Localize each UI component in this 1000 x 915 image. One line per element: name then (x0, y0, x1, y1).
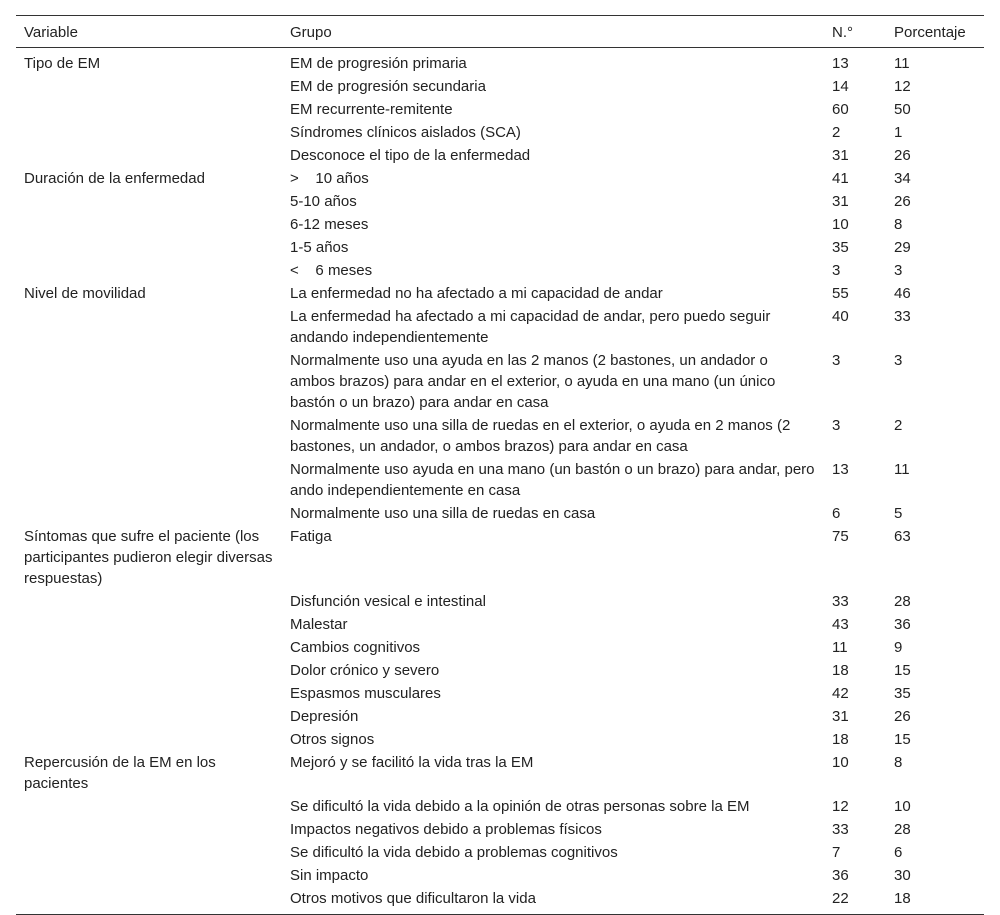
cell-n: 12 (832, 798, 849, 815)
cell-variable (16, 190, 282, 213)
cell-n: 3 (832, 352, 841, 369)
cell-porcentaje: 12 (894, 78, 911, 95)
cell-porcentaje: 33 (894, 308, 911, 325)
cell-variable (16, 728, 282, 751)
cell-porcentaje: 28 (894, 821, 911, 838)
cell-grupo: Cambios cognitivos (290, 639, 421, 656)
table-row (16, 167, 984, 190)
cell-porcentaje: 8 (894, 754, 903, 771)
cell-porcentaje: 63 (894, 528, 911, 545)
table-row (16, 213, 984, 236)
cell-grupo: Desconoce el tipo de la enfermedad (290, 147, 531, 164)
cell-variable (16, 636, 282, 659)
cell-variable (16, 213, 282, 236)
cell-variable (16, 75, 282, 98)
cell-grupo: Sin impacto (290, 867, 369, 884)
cell-n: 33 (832, 821, 849, 838)
cell-n: 60 (832, 101, 849, 118)
cell-grupo: 6-12 meses (290, 216, 369, 233)
cell-porcentaje: 8 (894, 216, 903, 233)
cell-grupo: Se dificultó la vida debido a problemas cognitivos (290, 844, 618, 861)
cell-grupo: Normalmente uso una silla de ruedas en el exterior, o ayuda en 2 manos (2 bastones, un andador, o ambos brazos) para andar en casa (290, 417, 791, 455)
cell-variable (16, 349, 282, 414)
cell-n: 7 (832, 844, 841, 861)
cell-grupo: 5-10 años (290, 193, 357, 210)
header-n: N.° (824, 16, 886, 48)
cell-variable: Duración de la enfermedad (24, 170, 205, 187)
table-row (16, 502, 984, 525)
cell-grupo: Fatiga (290, 528, 332, 545)
table-row (16, 414, 984, 458)
cell-variable (16, 864, 282, 887)
cell-n: 43 (832, 616, 849, 633)
cell-grupo: < 6 meses (290, 262, 373, 279)
cell-porcentaje: 36 (894, 616, 911, 633)
cell-porcentaje: 3 (894, 352, 903, 369)
cell-n: 55 (832, 285, 849, 302)
cell-variable (16, 705, 282, 728)
cell-grupo: Disfunción vesical e intestinal (290, 593, 486, 610)
header-porcentaje: Porcentaje (886, 16, 984, 48)
cell-variable (16, 414, 282, 458)
cell-n: 35 (832, 239, 849, 256)
table-row (16, 259, 984, 282)
cell-grupo: Otros motivos que dificultaron la vida (282, 887, 824, 915)
table-row (16, 590, 984, 613)
cell-n: 13 (832, 55, 849, 72)
header-grupo: Grupo (282, 16, 824, 48)
cell-porcentaje: 34 (894, 170, 911, 187)
cell-n: 31 (832, 708, 849, 725)
cell-porcentaje: 9 (894, 639, 903, 656)
cell-porcentaje: 10 (894, 798, 911, 815)
cell-variable (16, 682, 282, 705)
cell-variable: Repercusión de la EM en los pacientes (24, 754, 216, 792)
cell-n: 13 (832, 461, 849, 478)
cell-variable: Síntomas que sufre el paciente (los participantes pudieron elegir diversas respuestas) (24, 528, 273, 587)
cell-variable (16, 144, 282, 167)
cell-variable (16, 121, 282, 144)
table-row (16, 236, 984, 259)
cell-grupo: La enfermedad ha afectado a mi capacidad de andar, pero puedo seguir andando independientemente (290, 308, 771, 346)
table-row (16, 682, 984, 705)
cell-grupo: 1-5 años (290, 239, 349, 256)
cell-porcentaje: 18 (886, 887, 984, 915)
cell-porcentaje: 15 (894, 662, 911, 679)
cell-variable (16, 502, 282, 525)
cell-grupo: Mejoró y se facilitó la vida tras la EM (290, 754, 534, 771)
cell-grupo: Se dificultó la vida debido a la opinión de otras personas sobre la EM (290, 798, 750, 815)
cell-grupo: Dolor crónico y severo (290, 662, 440, 679)
cell-n: 3 (832, 262, 841, 279)
cell-variable (16, 590, 282, 613)
cell-porcentaje: 28 (894, 593, 911, 610)
cell-porcentaje: 30 (894, 867, 911, 884)
cell-variable: Nivel de movilidad (24, 285, 146, 302)
cell-n: 36 (832, 867, 849, 884)
cell-grupo: Otros signos (290, 731, 375, 748)
cell-variable (16, 259, 282, 282)
cell-n: 18 (832, 662, 849, 679)
table-row (16, 887, 984, 915)
cell-porcentaje: 5 (894, 505, 903, 522)
cell-grupo: Normalmente uso ayuda en una mano (un bastón o un brazo) para andar, pero ando independientemente en casa (290, 461, 815, 499)
cell-porcentaje: 3 (894, 262, 903, 279)
header-row (16, 16, 984, 48)
cell-variable (16, 236, 282, 259)
cell-n: 42 (832, 685, 849, 702)
cell-porcentaje: 15 (894, 731, 911, 748)
cell-n: 10 (832, 216, 849, 233)
cell-n: 40 (832, 308, 849, 325)
table-row (16, 121, 984, 144)
cell-grupo: Normalmente uso una ayuda en las 2 manos (2 bastones, un andador o ambos brazos) para andar en el exterior, o ayuda en una mano (un único bastón o un brazo) para andar en casa (290, 352, 776, 411)
cell-variable (16, 458, 282, 502)
cell-porcentaje: 26 (894, 147, 911, 164)
cell-n: 33 (832, 593, 849, 610)
table-body (16, 48, 984, 915)
cell-grupo: EM de progresión primaria (290, 55, 467, 72)
cell-n: 6 (832, 505, 841, 522)
table-row (16, 751, 984, 795)
cell-variable (16, 841, 282, 864)
cell-variable (16, 659, 282, 682)
cell-grupo: Depresión (290, 708, 359, 725)
table-row (16, 818, 984, 841)
cell-porcentaje: 1 (894, 124, 903, 141)
cell-variable: Tipo de EM (24, 55, 101, 72)
cell-variable (16, 887, 282, 915)
cell-n: 3 (832, 417, 841, 434)
cell-grupo: EM recurrente-remitente (290, 101, 453, 118)
cell-porcentaje: 2 (894, 417, 903, 434)
cell-variable (16, 98, 282, 121)
cell-grupo: Impactos negativos debido a problemas físicos (290, 821, 602, 838)
table-row (16, 705, 984, 728)
cell-grupo: Síndromes clínicos aislados (SCA) (290, 124, 521, 141)
cell-n: 22 (824, 887, 886, 915)
cell-porcentaje: 46 (894, 285, 911, 302)
header-variable: Variable (16, 16, 282, 48)
cell-grupo: > 10 años (290, 170, 369, 187)
cell-n: 14 (832, 78, 849, 95)
cell-n: 10 (832, 754, 849, 771)
cell-porcentaje: 50 (894, 101, 911, 118)
cell-n: 31 (832, 147, 849, 164)
cell-porcentaje: 29 (894, 239, 911, 256)
cell-grupo: Normalmente uso una silla de ruedas en casa (290, 505, 596, 522)
table-row (16, 282, 984, 305)
cell-n: 41 (832, 170, 849, 187)
cell-porcentaje: 26 (894, 708, 911, 725)
table-row (16, 144, 984, 167)
cell-grupo: Malestar (290, 616, 348, 633)
table-row (16, 458, 984, 502)
table-row (16, 841, 984, 864)
cell-n: 75 (832, 528, 849, 545)
cell-n: 18 (832, 731, 849, 748)
cell-porcentaje: 26 (894, 193, 911, 210)
table-row (16, 728, 984, 751)
table-row (16, 525, 984, 590)
cell-n: 11 (832, 639, 848, 656)
table-row (16, 190, 984, 213)
table-row (16, 659, 984, 682)
table-row (16, 864, 984, 887)
table-row (16, 75, 984, 98)
cell-porcentaje: 11 (894, 55, 910, 72)
table-row (16, 613, 984, 636)
cell-grupo: Espasmos musculares (290, 685, 441, 702)
table-row (16, 98, 984, 121)
data-table (16, 15, 984, 915)
cell-n: 2 (832, 124, 841, 141)
cell-variable (16, 795, 282, 818)
cell-grupo: La enfermedad no ha afectado a mi capacidad de andar (290, 285, 663, 302)
table-row (16, 48, 984, 76)
table-row (16, 349, 984, 414)
cell-variable (16, 613, 282, 636)
table-row (16, 305, 984, 349)
table-row (16, 795, 984, 818)
cell-porcentaje: 35 (894, 685, 911, 702)
table-row (16, 636, 984, 659)
table-header (16, 16, 984, 48)
cell-variable (16, 818, 282, 841)
cell-porcentaje: 11 (894, 461, 910, 478)
cell-n: 31 (832, 193, 849, 210)
cell-variable (16, 305, 282, 349)
cell-porcentaje: 6 (894, 844, 903, 861)
cell-grupo: EM de progresión secundaria (290, 78, 486, 95)
